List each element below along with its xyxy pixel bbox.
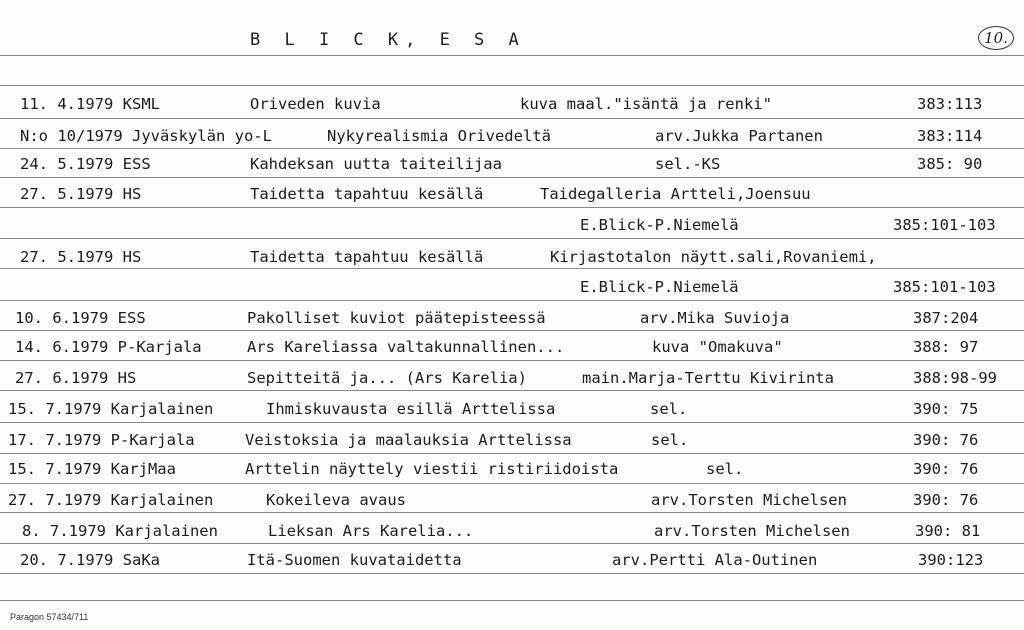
entry-note: sel. <box>706 460 744 478</box>
entry-title: Itä-Suomen kuvataidetta <box>247 551 462 569</box>
rule-line <box>0 483 1024 484</box>
entry-date: 10. 6.1979 ESS <box>15 309 146 327</box>
entry-title: Ihmiskuvausta esillä Arttelissa <box>266 400 556 418</box>
entry-ref: 388: 97 <box>913 338 979 356</box>
entry-ref: 390: 76 <box>913 460 979 478</box>
entry-ref: 390: 75 <box>913 400 979 418</box>
rule-line <box>0 453 1024 454</box>
entry-date: 24. 5.1979 ESS <box>20 155 151 173</box>
entry-title: Ars Kareliassa valtakunnallinen... <box>247 338 565 356</box>
entry-ref: 383:114 <box>917 127 983 145</box>
entry-ref: 390:123 <box>918 551 984 569</box>
card-title: B L I C K, E S A <box>250 30 526 50</box>
entry-ref: 385: 90 <box>917 155 983 173</box>
entry-ref: 390: 76 <box>913 431 979 449</box>
entry-ref: 385:101-103 <box>893 216 996 234</box>
rule-line <box>0 118 1024 119</box>
rule-line <box>0 85 1024 86</box>
entry-date: 27. 5.1979 HS <box>20 248 142 266</box>
entry-title: Sepitteitä ja... (Ars Karelia) <box>247 369 527 387</box>
entry-note: arv.Jukka Partanen <box>655 127 823 145</box>
entry-note: main.Marja-Terttu Kivirinta <box>582 369 834 387</box>
entry-title: Oriveden kuvia <box>250 95 381 113</box>
rule-line <box>0 177 1024 178</box>
entry-date: 27. 5.1979 HS <box>20 185 142 203</box>
entry-note: Kirjastotalon näytt.sali,Rovaniemi, <box>550 248 877 266</box>
entry-date: 15. 7.1979 KarjMaa <box>8 460 176 478</box>
entry-title: Arttelin näyttely viestii ristiriidoista <box>245 460 619 478</box>
entry-ref: 383:113 <box>917 95 983 113</box>
entry-title: Taidetta tapahtuu kesällä <box>250 248 484 266</box>
card-footer-imprint: Paragon 57434/711 <box>10 612 89 622</box>
entry-note: sel. <box>651 431 689 449</box>
entry-title: Nykyrealismia Orivedeltä <box>327 127 551 145</box>
entry-date: 27. 7.1979 Karjalainen <box>8 491 214 509</box>
rule-line <box>0 600 1024 601</box>
rule-line <box>0 543 1024 544</box>
entry-date: 15. 7.1979 Karjalainen <box>8 400 214 418</box>
entry-note-continued: E.Blick-P.Niemelä <box>580 278 739 296</box>
rule-line <box>0 268 1024 269</box>
entry-note: kuva "Omakuva" <box>652 338 783 356</box>
entry-date: 17. 7.1979 P-Karjala <box>8 431 195 449</box>
entry-note: arv.Torsten Michelsen <box>651 491 847 509</box>
rule-line <box>0 207 1024 208</box>
entry-title: Pakolliset kuviot päätepisteessä <box>247 309 546 327</box>
rule-line <box>0 55 1024 56</box>
entry-note: sel. <box>650 400 688 418</box>
entry-date: 11. 4.1979 KSML <box>20 95 160 113</box>
rule-line <box>0 238 1024 239</box>
entry-title: Taidetta tapahtuu kesällä <box>250 185 484 203</box>
entry-date: 27. 6.1979 HS <box>15 369 137 387</box>
entry-date: 14. 6.1979 P-Karjala <box>15 338 202 356</box>
rule-line <box>0 390 1024 391</box>
rule-line <box>0 573 1024 574</box>
entry-title: Kokeileva avaus <box>266 491 406 509</box>
entry-date: N:o 10/1979 Jyväskylän yo-L <box>20 127 272 145</box>
rule-line <box>0 512 1024 513</box>
rule-line <box>0 300 1024 301</box>
entry-ref: 387:204 <box>913 309 979 327</box>
rule-line <box>0 330 1024 331</box>
entry-note: arv.Mika Suvioja <box>640 309 790 327</box>
entry-date: 20. 7.1979 SaKa <box>20 551 160 569</box>
entry-note-continued: E.Blick-P.Niemelä <box>580 216 739 234</box>
rule-line <box>0 422 1024 423</box>
rule-line <box>0 360 1024 361</box>
card-number: 10. <box>978 26 1014 50</box>
entry-ref: 390: 76 <box>913 491 979 509</box>
rule-line <box>0 148 1024 149</box>
entry-ref: 390: 81 <box>915 522 981 540</box>
entry-ref: 385:101-103 <box>893 278 996 296</box>
entry-title: Lieksan Ars Karelia... <box>268 522 474 540</box>
entry-date: 8. 7.1979 Karjalainen <box>22 522 218 540</box>
entry-note: Taidegalleria Artteli,Joensuu <box>540 185 811 203</box>
entry-note: kuva maal."isäntä ja renki" <box>520 95 772 113</box>
entry-note: sel.-KS <box>655 155 721 173</box>
entry-note: arv.Pertti Ala-Outinen <box>612 551 818 569</box>
entry-title: Veistoksia ja maalauksia Arttelissa <box>245 431 572 449</box>
entry-ref: 388:98-99 <box>913 369 997 387</box>
entry-title: Kahdeksan uutta taiteilijaa <box>250 155 502 173</box>
entry-note: arv.Torsten Michelsen <box>654 522 850 540</box>
